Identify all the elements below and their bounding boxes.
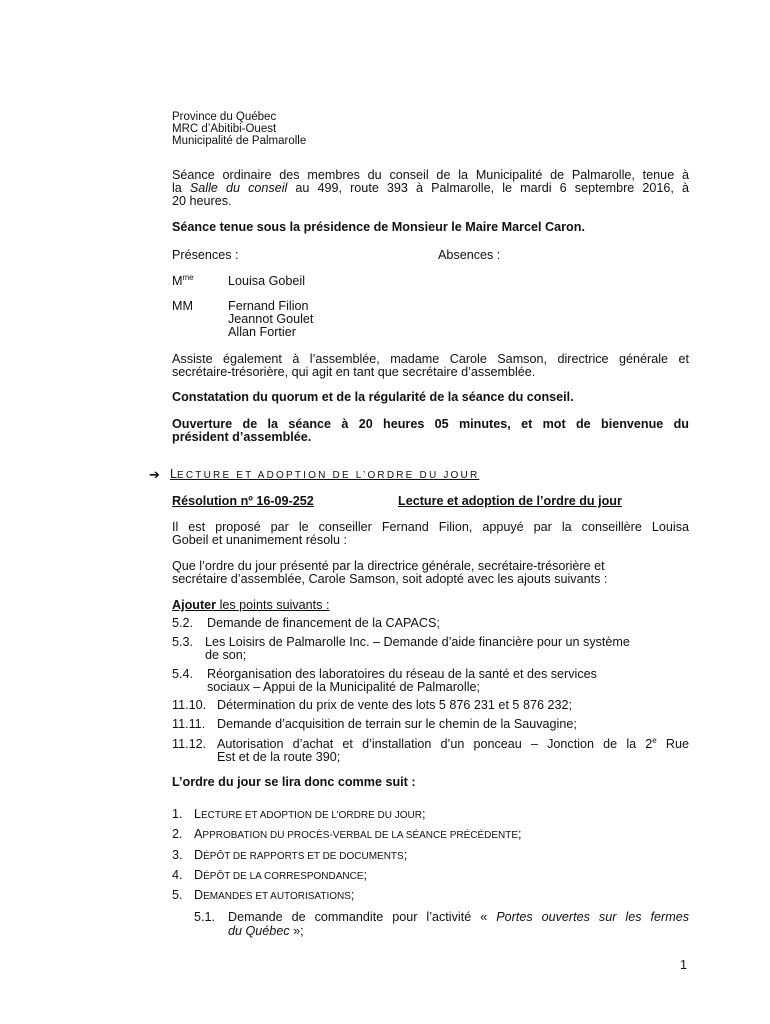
- mm-name: Allan Fortier: [228, 325, 296, 339]
- intro-line-1: Séance ordinaire des membres du conseil de la Municipalité de Palmarolle, tenue à: [172, 168, 689, 182]
- intro-line-3: 20 heures.: [172, 194, 232, 208]
- sub-item-number: 5.1.: [194, 910, 216, 924]
- propose-line-2: Gobeil et unanimement résolu :: [172, 533, 348, 547]
- ordre-item: APPROBATION DU PROCÈS-VERBAL DE LA SÉANCE PRÉCÉDENTE;: [194, 827, 522, 841]
- mm-label: MM: [172, 299, 193, 313]
- mm-name: Fernand Filion: [228, 299, 309, 313]
- ajout-text: Autorisation d’achat et d’installation d’un ponceau – Jonction de la 2e Rue: [217, 735, 689, 751]
- presences-label: Présences :: [172, 248, 239, 262]
- resolution-number: Résolution nº 16-09-252: [172, 494, 314, 508]
- ouverture-line-1: Ouverture de la séance à 20 heures 05 minutes, et mot de bienvenue du: [172, 417, 689, 431]
- ordre-item: DÉPÔT DE RAPPORTS ET DE DOCUMENTS;: [194, 848, 408, 862]
- ordre-item: LECTURE ET ADOPTION DE L’ORDRE DU JOUR;: [194, 807, 426, 821]
- section-heading: LECTURE ET ADOPTION DE L’ORDRE DU JOUR: [170, 467, 480, 481]
- ajout-text: Demande d’acquisition de terrain sur le chemin de la Sauvagine;: [217, 717, 577, 731]
- ordre-number: 5.: [172, 888, 183, 902]
- header-mrc: MRC d’Abitibi-Ouest: [172, 123, 277, 135]
- mme-name: Louisa Gobeil: [228, 274, 306, 288]
- sub-item-text-cont: du Québec »;: [228, 924, 304, 938]
- ordre-number: 2.: [172, 827, 183, 841]
- arrow-icon: ➔: [149, 467, 160, 482]
- header-municipalite: Municipalité de Palmarolle: [172, 135, 307, 147]
- mm-name: Jeannot Goulet: [228, 312, 314, 326]
- ajout-number: 11.11.: [172, 717, 206, 731]
- ajouter-heading: Ajouter les points suivants :: [172, 598, 330, 612]
- ordre-number: 3.: [172, 848, 183, 862]
- presidence-line: Séance tenue sous la présidence de Monsieur le Maire Marcel Caron.: [172, 220, 585, 234]
- sub-item-text: Demande de commandite pour l’activité « Portes ouvertes sur les fermes: [228, 910, 689, 924]
- ordre-number: 4.: [172, 868, 183, 882]
- ajout-number: 5.3.: [172, 635, 194, 649]
- que-line-2: secrétaire d’assemblée, Carole Samson, soit adopté avec les ajouts suivants :: [172, 572, 608, 586]
- ajout-text-cont: de son;: [205, 648, 247, 662]
- ajout-number: 11.10.: [172, 698, 207, 712]
- ajout-text: Demande de financement de la CAPACS;: [207, 616, 440, 630]
- intro-line-2: la Salle du conseil au 499, route 393 à Palmarolle, le mardi 6 septembre 2016, à: [172, 181, 689, 195]
- ajout-text: Détermination du prix de vente des lots 5 876 231 et 5 876 232;: [217, 698, 572, 712]
- ajout-text-cont: Est et de la route 390;: [217, 750, 341, 764]
- que-line-1: Que l’ordre du jour présenté par la directrice générale, secrétaire-trésorière et: [172, 559, 605, 573]
- assiste-line-2: secrétaire-trésorière, qui agit en tant que secrétaire d’assemblée.: [172, 365, 536, 379]
- ajout-number: 5.4.: [172, 667, 194, 681]
- absences-label: Absences :: [438, 248, 501, 262]
- ordre-item: DEMANDES ET AUTORISATIONS;: [194, 888, 355, 902]
- propose-line-1: Il est proposé par le conseiller Fernand Filion, appuyé par la conseillère Louisa: [172, 520, 689, 534]
- ajout-text-cont: sociaux – Appui de la Municipalité de Palmarolle;: [207, 680, 481, 694]
- constatation-line: Constatation du quorum et de la régularité de la séance du conseil.: [172, 390, 574, 404]
- mme-label: $M^{me}$: [172, 272, 194, 288]
- page-number: 1: [680, 958, 688, 972]
- ajout-text: Les Loisirs de Palmarolle Inc. – Demande d’aide financière pour un système: [205, 635, 630, 649]
- ajout-number: 5.2.: [172, 616, 194, 630]
- assiste-line-1: Assiste également à l’assemblée, madame Carole Samson, directrice générale et: [172, 352, 689, 366]
- resolution-title: Lecture et adoption de l’ordre du jour: [398, 494, 622, 508]
- ordre-number: 1.: [172, 807, 183, 821]
- ouverture-line-2: président d’assemblée.: [172, 430, 312, 444]
- header-province: Province du Québec: [172, 111, 277, 123]
- ajout-number: 11.12.: [172, 737, 207, 751]
- ordre-item: DÉPÔT DE LA CORRESPONDANCE;: [194, 868, 368, 882]
- ajout-text: Réorganisation des laboratoires du réseau de la santé et des services: [207, 667, 597, 681]
- ordre-heading: L’ordre du jour se lira donc comme suit :: [172, 775, 416, 789]
